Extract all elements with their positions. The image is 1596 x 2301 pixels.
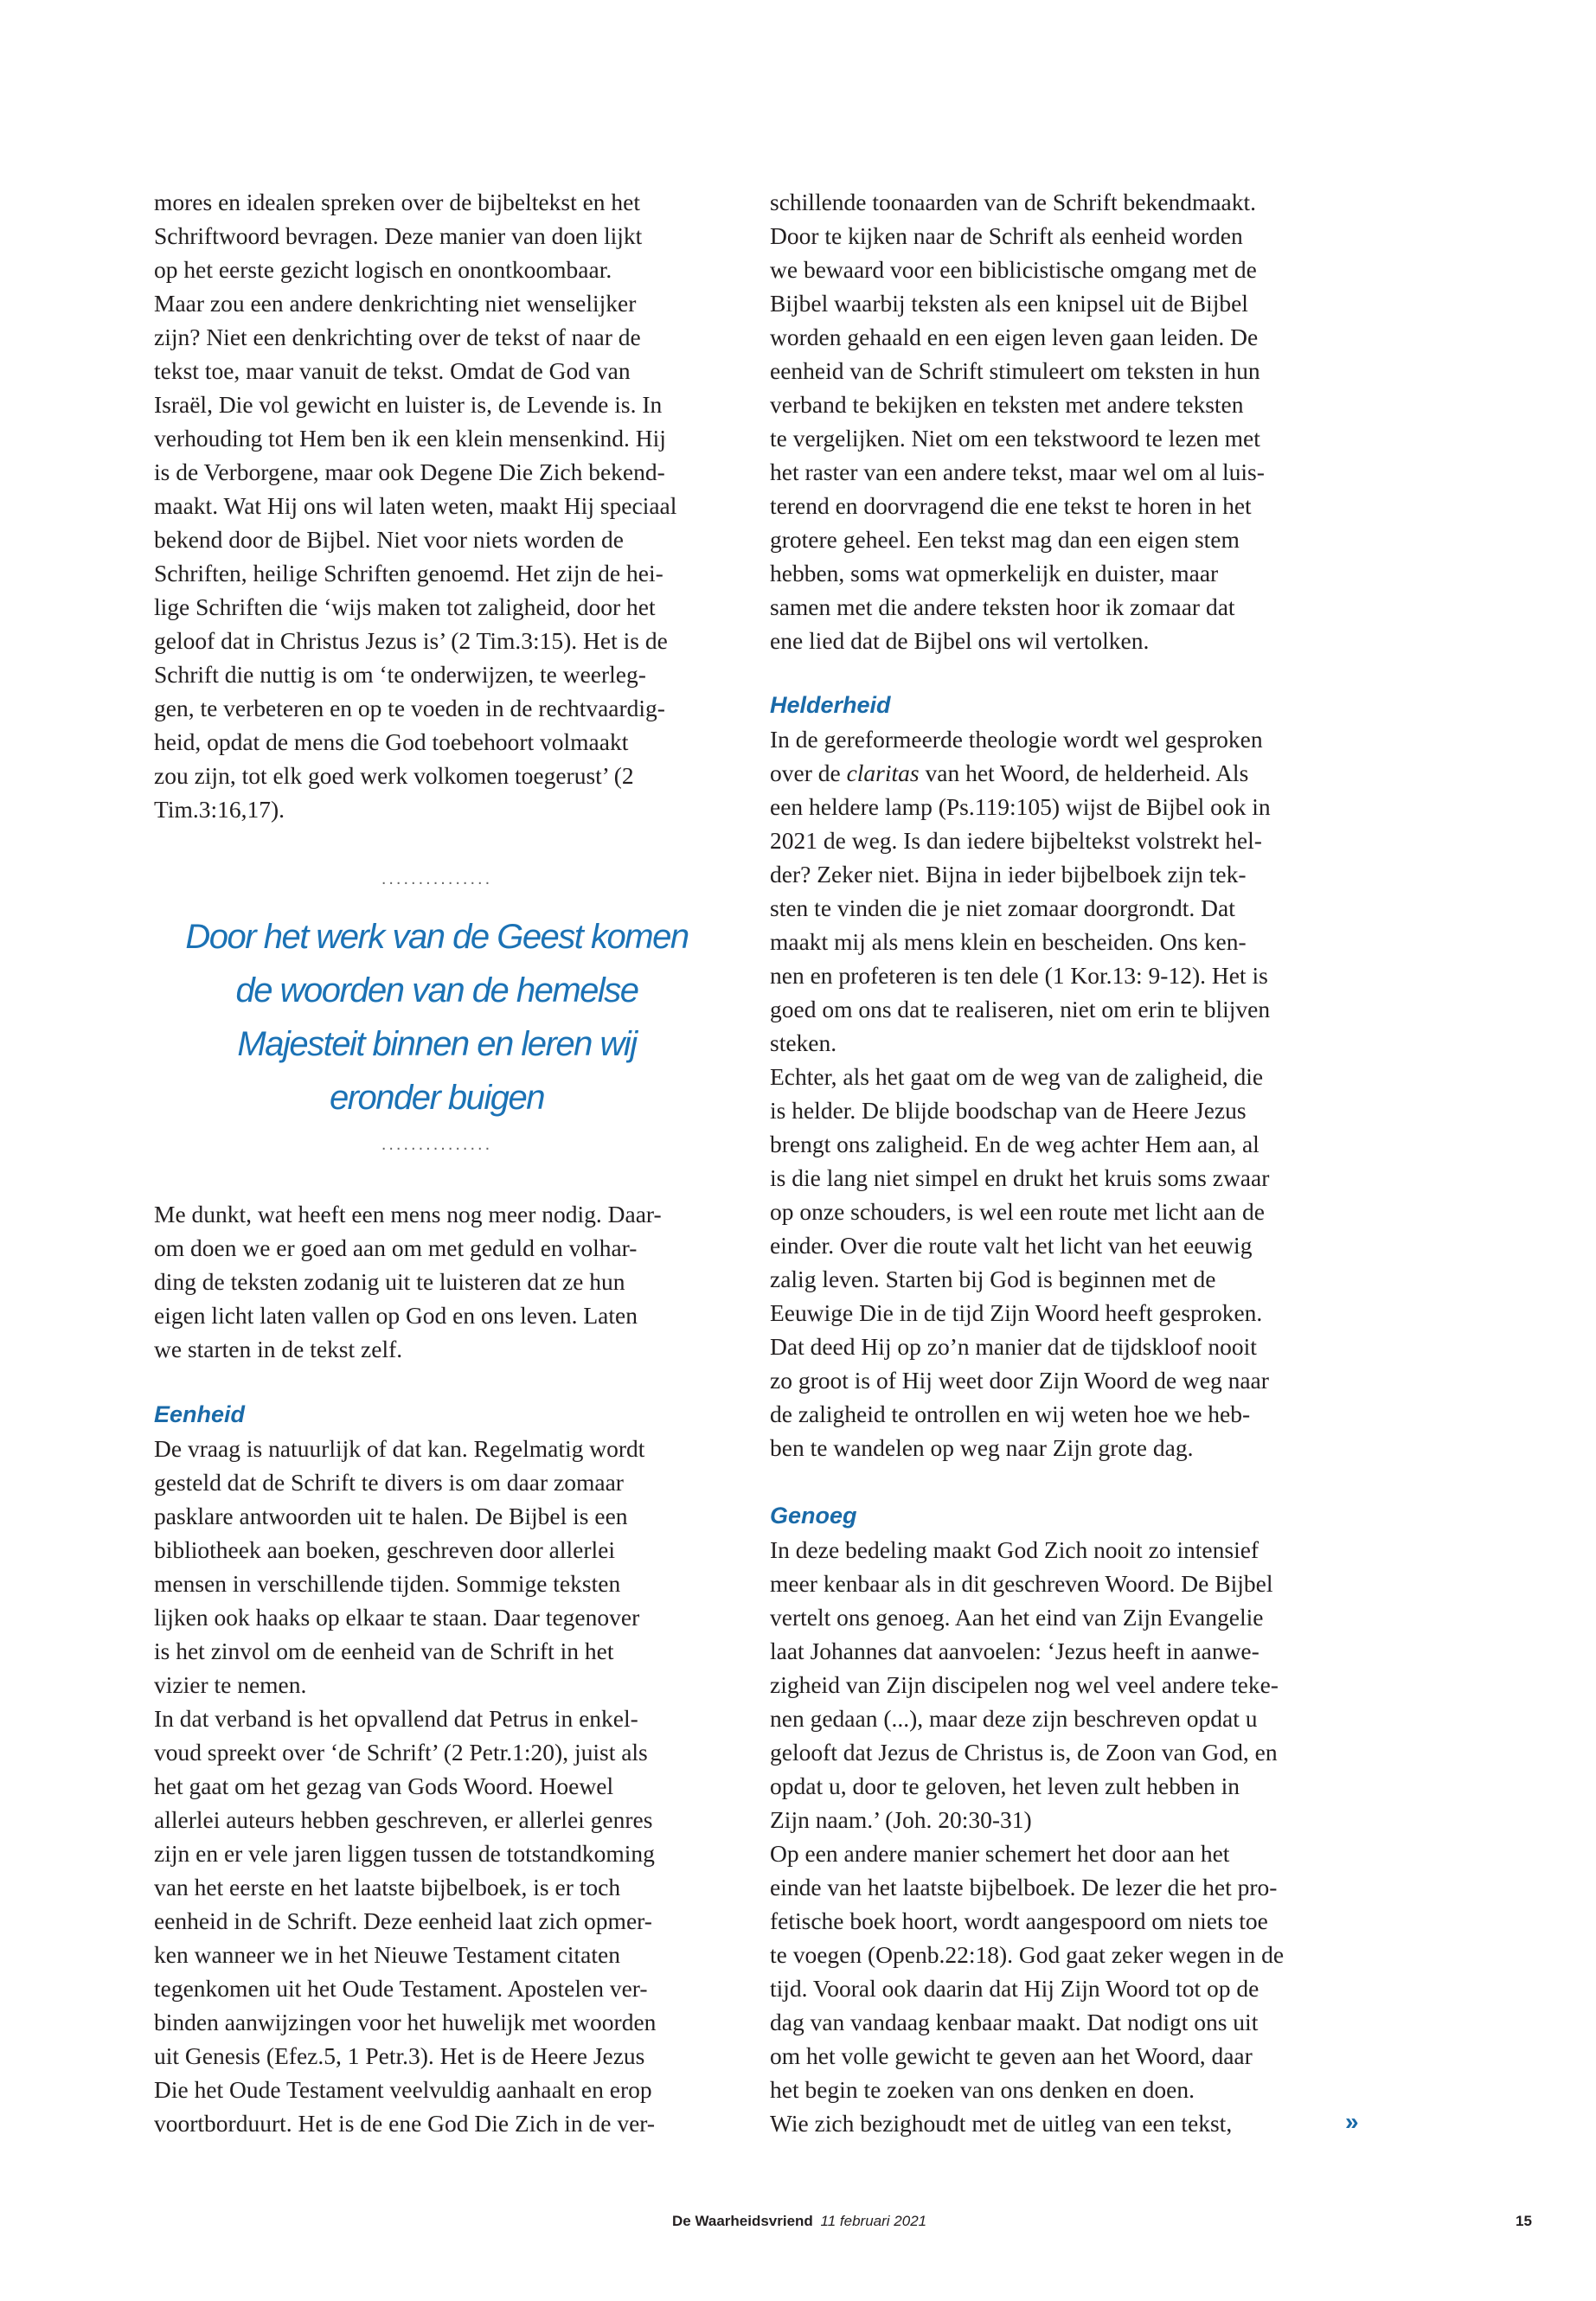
text-line: zigheid van Zijn discipelen nog wel veel andere teke- [770,1671,1279,1698]
text-line: samen met die andere teksten hoor ik zomaar dat [770,593,1235,620]
text-line: gelooft dat Jezus de Christus is, de Zoon van God, en [770,1739,1278,1766]
text-line: zalig leven. Starten bij God is beginnen met de [770,1266,1216,1292]
text-line: einde van het laatste bijbelboek. De lezer die het pro- [770,1874,1278,1900]
heading-eenheid: Eenheid [154,1401,246,1427]
text-line: vizier te nemen. [154,1671,307,1698]
text-line: ben te wandelen op weg naar Zijn grote dag. [770,1434,1194,1461]
text-line: allerlei auteurs hebben geschreven, er allerlei genres [154,1806,653,1833]
text-line: uit Genesis (Efez.5, 1 Petr.3). Het is de Heere Jezus [154,2042,645,2069]
text-line: te vergelijken. Niet om een tekstwoord te lezen met [770,425,1260,452]
text-line: tijd. Vooral ook daarin dat Hij Zijn Woord tot op de [770,1975,1259,2002]
text-line: In deze bedeling maakt God Zich nooit zo intensief [770,1536,1259,1563]
text-line: der? Zeker niet. Bijna in ieder bijbelboek zijn tek- [770,861,1247,888]
text-line [770,756,1271,790]
text-line: ding de teksten zodanig uit te luisteren dat ze hun [154,1268,625,1295]
text-line: is die lang niet simpel en drukt het kruis soms zwaar [770,1164,1270,1191]
text-line: goed om ons dat te realiseren, niet om erin te blijven [770,996,1271,1022]
text-line: Zijn naam.’ (Joh. 20:30-31) [770,1806,1032,1833]
text-line: laat Johannes dat aanvoelen: ‘Jezus heeft in aanwe- [770,1638,1259,1664]
text-line: Wie zich bezighoudt met de uitleg van een tekst, [770,2110,1233,2137]
pull-quote [154,910,720,1125]
text-line: Door het werk van de Geest komen [185,918,689,956]
text-line: nen en profeteren is ten dele (1 Kor.13: 9-12). Het is [770,962,1268,989]
text-line: In dat verband is het opvallend dat Petrus in enkel- [154,1705,638,1732]
text-line: geloof dat in Christus Jezus is’ (2 Tim.3:15). Het is de [154,627,668,654]
text-line: Echter, als het gaat om de weg van de zaligheid, die [770,1063,1264,1090]
claritas-term: claritas [846,760,920,786]
left-paragraph-2 [154,1197,662,1366]
text-line: Op een andere manier schemert het door aan het [770,1840,1230,1867]
text-line: Majesteit binnen en leren wij [237,1025,637,1063]
quote-divider-top: ............... [381,869,493,888]
text-line: Schriftwoord bevragen. Deze manier van doen lijkt [154,222,643,249]
continue-arrow-icon: » [1345,2108,1359,2135]
text-line: we bewaard voor een biblicistische omgang met de [770,256,1257,283]
right-intro-text [770,185,1265,657]
text-line: Die het Oude Testament veelvuldig aanhaalt en erop [154,2076,652,2103]
text-span: over de [770,760,847,786]
text-line: hebben, soms wat opmerkelijk en duister, maar [770,560,1219,586]
text-line: om doen we er goed aan om met geduld en volhar- [154,1234,638,1261]
text-line: van het eerste en het laatste bijbelboek, is er toch [154,1874,621,1900]
text-line: voud spreekt over ‘de Schrift’ (2 Petr.1:20), juist als [154,1739,648,1766]
text-line: op het eerste gezicht logisch en onontkoombaar. [154,256,612,283]
text-line: binden aanwijzingen voor het huwelijk met woorden [154,2009,657,2035]
text-line: lijken ook haaks op elkaar te staan. Daar tegenover [154,1604,640,1631]
text-line: De vraag is natuurlijk of dat kan. Regelmatig wordt [154,1435,645,1462]
text-line: 2021 de weg. Is dan iedere bijbeltekst volstrekt hel- [770,827,1262,854]
text-line: einder. Over die route valt het licht van het eeuwig [770,1232,1253,1259]
text-line: meer kenbaar als in dit geschreven Woord. De Bijbel [770,1570,1273,1597]
text-line: worden gehaald en een eigen leven gaan leiden. De [770,324,1259,350]
text-line: een heldere lamp (Ps.119:105) wijst de Bijbel ook in [770,793,1271,820]
text-line: de zaligheid te ontrollen en wij weten hoe we heb- [770,1400,1251,1427]
text-line: mensen in verschillende tijden. Sommige teksten [154,1570,621,1597]
footer-publication [672,2213,926,2230]
text-line: Dat deed Hij op zo’n manier dat de tijdskloof nooit [770,1333,1257,1360]
text-line: te voegen (Openb.22:18). God gaat zeker wegen in de [770,1941,1285,1968]
text-line: fetische boek hoort, wordt aangespoord om niets toe [770,1907,1268,1934]
helderheid-text [770,722,1271,1465]
text-line: heid, opdat de mens die God toebehoort volmaakt [154,728,629,755]
text-line: schillende toonaarden van de Schrift bekendmaakt. [770,189,1257,215]
text-line: Maar zou een andere denkrichting niet wenselijker [154,290,637,317]
text-line: gesteld dat de Schrift te divers is om daar zomaar [154,1469,624,1496]
text-line: In de gereformeerde theologie wordt wel gesproken [770,726,1263,753]
text-line: het begin te zoeken van ons denken en doen. [770,2076,1195,2103]
text-line: eenheid van de Schrift stimuleert om teksten in hun [770,357,1260,384]
text-line: op onze schouders, is wel een route met licht aan de [770,1198,1265,1225]
text-line: verband te bekijken en teksten met andere teksten [770,391,1244,418]
text-line: sten te vinden die je niet zomaar doorgrondt. Dat [770,894,1235,921]
text-line: Israël, Die vol gewicht en luister is, de Levende is. In [154,391,663,418]
text-line: vertelt ons genoeg. Aan het eind van Zijn Evangelie [770,1604,1264,1631]
text-line: om het volle gewicht te geven aan het Woord, daar [770,2042,1253,2069]
text-line: bekend door de Bijbel. Niet voor niets worden de [154,526,624,553]
text-line: zijn en er vele jaren liggen tussen de totstandkoming [154,1840,655,1867]
text-line: Schrift die nuttig is om ‘te onderwijzen, te weerleg- [154,661,646,688]
text-line: Tim.3:16,17). [154,796,285,823]
text-line: zou zijn, tot elk goed werk volkomen toegerust’ (2 [154,762,634,789]
text-line: tegenkomen uit het Oude Testament. Apostelen ver- [154,1975,648,2002]
issue-date: 11 februari 2021 [820,2213,927,2229]
text-line: Schriften, heilige Schriften genoemd. Het zijn de hei- [154,560,663,586]
text-line: mores en idealen spreken over de bijbeltekst en het [154,189,641,215]
text-line: zo groot is of Hij weet door Zijn Woord de weg naar [770,1367,1269,1394]
quote-divider-bottom: ............... [381,1135,493,1154]
text-line: is de Verborgene, maar ook Degene Die Zich bekend- [154,458,665,485]
text-line: eronder buigen [329,1079,545,1117]
text-line: ene lied dat de Bijbel ons wil vertolken. [770,627,1150,654]
magazine-name: De Waarheidsvriend [672,2213,813,2229]
text-line: Door te kijken naar de Schrift als eenheid worden [770,222,1243,249]
left-intro-text [154,185,676,826]
text-line: we starten in de tekst zelf. [154,1336,403,1362]
text-line: lige Schriften die ‘wijs maken tot zaligheid, door het [154,593,656,620]
text-line: nen gedaan (...), maar deze zijn beschreven opdat u [770,1705,1258,1732]
helderheid-lines [770,790,1271,1465]
text-line: eenheid in de Schrift. Deze eenheid laat zich opmer- [154,1907,652,1934]
text-line: maakt mij als mens klein en bescheiden. Ons ken- [770,928,1247,955]
eenheid-text [154,1432,656,2140]
text-line: ken wanneer we in het Nieuwe Testament citaten [154,1941,620,1968]
text-line: Eeuwige Die in de tijd Zijn Woord heeft gesproken. [770,1299,1263,1326]
text-line: is helder. De blijde boodschap van de Heere Jezus [770,1097,1247,1124]
text-line: tekst toe, maar vanuit de tekst. Omdat de God van [154,357,631,384]
text-line: opdat u, door te geloven, het leven zult hebben in [770,1772,1240,1799]
text-line: voortborduurt. Het is de ene God Die Zich in de ver- [154,2110,656,2137]
text-line: grotere geheel. Een tekst mag dan een eigen stem [770,526,1240,553]
text-line: eigen licht laten vallen op God en ons leven. Laten [154,1302,638,1329]
genoeg-text [770,1533,1284,2140]
text-line: steken. [770,1029,837,1056]
text-line: Me dunkt, wat heeft een mens nog meer nodig. Daar- [154,1201,662,1227]
text-line: gen, te verbeteren en op te voeden in de rechtvaardig- [154,695,665,721]
heading-genoeg: Genoeg [770,1503,857,1529]
text-line: bibliotheek aan boeken, geschreven door allerlei [154,1536,615,1563]
page-number: 15 [1516,2213,1532,2229]
text-span: van het Woord, de helderheid. Als [919,760,1249,786]
text-line: terend en doorvragend die ene tekst te horen in het [770,492,1252,519]
text-line: is het zinvol om de eenheid van de Schrift in het [154,1638,614,1664]
text-line: het raster van een andere tekst, maar wel om al luis- [770,458,1265,485]
text-line: maakt. Wat Hij ons wil laten weten, maakt Hij speciaal [154,492,677,519]
text-line: pasklare antwoorden uit te halen. De Bijbel is een [154,1503,628,1529]
text-line: zijn? Niet een denkrichting over de tekst of naar de [154,324,641,350]
text-line: de woorden van de hemelse [235,971,638,1009]
text-line: Bijbel waarbij teksten als een knipsel uit de Bijbel [770,290,1248,317]
heading-helderheid: Helderheid [770,692,891,718]
text-line: het gaat om het gezag van Gods Woord. Hoewel [154,1772,614,1799]
text-line: dag van vandaag kenbaar maakt. Dat nodigt ons uit [770,2009,1259,2035]
text-line: verhouding tot Hem ben ik een klein mensenkind. Hij [154,425,666,452]
text-line: brengt ons zaligheid. En de weg achter Hem aan, al [770,1131,1259,1157]
